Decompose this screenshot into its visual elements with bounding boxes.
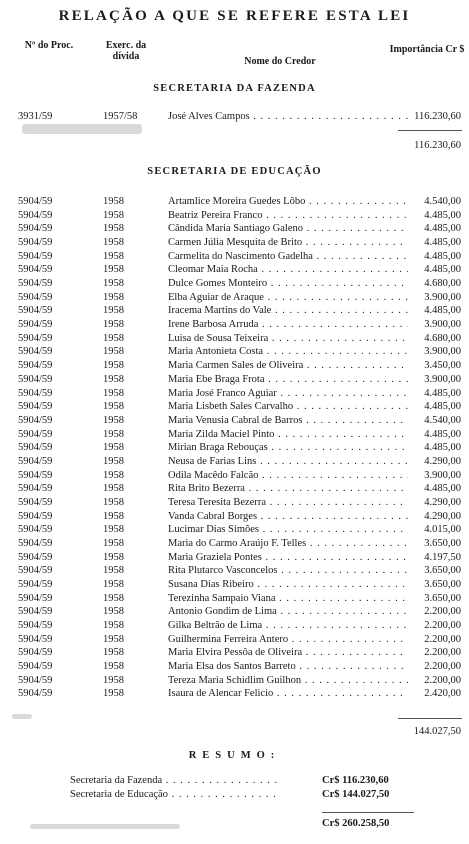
exercise-year: 1957/58 bbox=[103, 111, 138, 122]
proc-number: 5904/59 bbox=[18, 401, 53, 413]
table-row bbox=[0, 209, 469, 222]
section-educacao-heading: SECRETARIA DE EDUCAÇÃO bbox=[147, 166, 322, 177]
table-row bbox=[0, 332, 469, 345]
creditor-name: Tereza Maria Schidlim Guilhon . . . bbox=[168, 674, 408, 687]
table-row bbox=[0, 455, 469, 468]
creditor-name: Maria Venusia Cabral de Barros . . . bbox=[168, 414, 408, 427]
creditor-name: Luisa de Sousa Teixeira . . . bbox=[168, 332, 408, 345]
table-row bbox=[0, 345, 469, 358]
proc-number: 5904/59 bbox=[18, 442, 53, 454]
table-row bbox=[0, 633, 469, 646]
proc-number: 5904/59 bbox=[18, 524, 53, 536]
exercise-year: 1958 bbox=[103, 633, 124, 645]
exercise-year: 1958 bbox=[103, 592, 124, 604]
resumo-label-fazenda: Secretaria da Fazenda . . . bbox=[70, 775, 280, 786]
exercise-year: 1958 bbox=[103, 346, 124, 358]
creditor-name: Maria Graziela Pontes . . . bbox=[168, 551, 408, 564]
creditor-name: Irene Barbosa Arruda . . . bbox=[168, 318, 408, 331]
exercise-year: 1958 bbox=[103, 661, 124, 673]
amount: 3.900,00 bbox=[424, 319, 461, 331]
proc-number: 5904/59 bbox=[18, 510, 53, 522]
table-row bbox=[0, 646, 469, 659]
exercise-year: 1958 bbox=[103, 688, 124, 700]
ink-smudge bbox=[22, 124, 142, 134]
proc-number: 5904/59 bbox=[18, 305, 53, 317]
table-row bbox=[0, 619, 469, 632]
proc-number: 5904/59 bbox=[18, 688, 53, 700]
table-row bbox=[0, 551, 469, 564]
creditor-name: Beatriz Pereira Franco . . . bbox=[168, 209, 408, 222]
table-row bbox=[0, 482, 469, 495]
proc-number: 5904/59 bbox=[18, 319, 53, 331]
amount: 4.680,00 bbox=[424, 332, 461, 344]
exercise-year: 1958 bbox=[103, 606, 124, 618]
exercise-year: 1958 bbox=[103, 496, 124, 508]
exercise-year: 1958 bbox=[103, 414, 124, 426]
subtotal-rule-fazenda bbox=[398, 130, 462, 131]
proc-number: 5904/59 bbox=[18, 387, 53, 399]
amount: 4.540,00 bbox=[424, 414, 461, 426]
table-row bbox=[0, 605, 469, 618]
table-row bbox=[0, 441, 469, 454]
proc-number: 5904/59 bbox=[18, 620, 53, 632]
proc-number: 5904/59 bbox=[18, 428, 53, 440]
proc-number: 5904/59 bbox=[18, 538, 53, 549]
table-row bbox=[0, 564, 469, 577]
exercise-year: 1958 bbox=[103, 483, 124, 495]
proc-number: 5904/59 bbox=[18, 196, 53, 207]
amount: 4.290,00 bbox=[424, 455, 461, 467]
exercise-year: 1958 bbox=[103, 579, 124, 591]
document-title: RELAÇÃO A QUE SE REFERE ESTA LEI bbox=[58, 8, 411, 24]
creditor-name: Maria Lisbeth Sales Carvalho . . . bbox=[168, 400, 408, 413]
exercise-year: 1958 bbox=[103, 538, 124, 549]
amount: 4.485,00 bbox=[424, 209, 461, 221]
proc-number: 5904/59 bbox=[18, 674, 53, 686]
table-row bbox=[0, 537, 469, 550]
proc-number: 5904/59 bbox=[18, 592, 53, 604]
exercise-year: 1958 bbox=[103, 332, 124, 344]
creditor-name: Susana Dias Ribeiro . . . bbox=[168, 578, 408, 591]
amount: 3.450,00 bbox=[424, 360, 461, 372]
resumo-value-fazenda: Cr$ 116.230,60 bbox=[322, 775, 389, 786]
creditor-name: Iracema Martins do Vale . . . bbox=[168, 304, 408, 317]
resumo-value-educacao: Cr$ 144.027,50 bbox=[322, 789, 390, 800]
creditor-name: Neusa de Farias Lins . . . bbox=[168, 455, 408, 468]
proc-number: 5904/59 bbox=[18, 223, 53, 235]
amount: 4.540,00 bbox=[424, 196, 461, 207]
table-row bbox=[0, 660, 469, 673]
proc-number: 5904/59 bbox=[18, 250, 53, 262]
proc-number: 5904/59 bbox=[18, 209, 53, 221]
table-row bbox=[0, 250, 469, 263]
creditor-name: Dulce Gomes Monteiro . . . bbox=[168, 277, 408, 290]
creditor-name: Teresa Teresita Bezerra . . . bbox=[168, 496, 408, 509]
creditor-name: Gilka Beltrão de Lima . . . bbox=[168, 619, 408, 632]
amount: 2.200,00 bbox=[424, 647, 461, 659]
table-row bbox=[0, 263, 469, 276]
creditor-name: Mirian Braga Rebouças . . . bbox=[168, 441, 408, 454]
proc-number: 5904/59 bbox=[18, 633, 53, 645]
table-row bbox=[0, 318, 469, 331]
proc-number: 5904/59 bbox=[18, 373, 53, 385]
table-row bbox=[0, 387, 469, 400]
creditor-name: Maria Elsa dos Santos Barreto . . . bbox=[168, 660, 408, 673]
creditor-name: José Alves Campos . . . bbox=[168, 110, 408, 123]
proc-number: 5904/59 bbox=[18, 360, 53, 372]
total-rule bbox=[322, 812, 414, 813]
amount: 4.485,00 bbox=[424, 401, 461, 413]
exercise-year: 1958 bbox=[103, 442, 124, 454]
exercise-year: 1958 bbox=[103, 278, 124, 290]
header-importancia: Importância Cr $ bbox=[389, 44, 465, 55]
amount: 4.485,00 bbox=[424, 305, 461, 317]
amount: 2.200,00 bbox=[424, 606, 461, 618]
creditor-name: Cândida Maria Santiago Galeno . . . bbox=[168, 222, 408, 235]
creditor-name: Maria Zilda Maciel Pinto . . . bbox=[168, 428, 408, 441]
exercise-year: 1958 bbox=[103, 565, 124, 577]
proc-number: 5904/59 bbox=[18, 496, 53, 508]
amount: 4.197,50 bbox=[424, 551, 461, 563]
header-nome: Nome do Credor bbox=[244, 56, 316, 67]
subtotal-educacao: 144.027,50 bbox=[413, 726, 461, 737]
amount: 3.900,00 bbox=[424, 346, 461, 358]
exercise-year: 1958 bbox=[103, 510, 124, 522]
resumo-label-educacao: Secretaria de Educação . . . bbox=[70, 789, 280, 800]
exercise-year: 1958 bbox=[103, 373, 124, 385]
proc-number: 5904/59 bbox=[18, 237, 53, 249]
creditor-name: Carmen Júlia Mesquita de Brito . . . bbox=[168, 236, 408, 249]
creditor-name: Elba Aguiar de Araque . . . bbox=[168, 291, 408, 304]
amount: 3.900,00 bbox=[424, 291, 461, 303]
amount: 4.485,00 bbox=[424, 387, 461, 399]
table-row bbox=[0, 195, 469, 208]
subtotal-fazenda: 116.230,60 bbox=[414, 140, 461, 151]
subtotal-rule-educacao bbox=[398, 718, 462, 719]
table-row bbox=[0, 469, 469, 482]
table-row bbox=[0, 414, 469, 427]
exercise-year: 1958 bbox=[103, 250, 124, 262]
creditor-name: Maria Ebe Braga Frota . . . bbox=[168, 373, 408, 386]
table-row bbox=[0, 523, 469, 536]
amount: 4.485,00 bbox=[424, 264, 461, 276]
proc-number: 5904/59 bbox=[18, 332, 53, 344]
proc-number: 5904/59 bbox=[18, 579, 53, 591]
amount: 2.420,00 bbox=[424, 688, 461, 700]
exercise-year: 1958 bbox=[103, 647, 124, 659]
exercise-year: 1958 bbox=[103, 524, 124, 536]
amount: 2.200,00 bbox=[424, 633, 461, 645]
amount: 2.200,00 bbox=[424, 674, 461, 686]
proc-number: 5904/59 bbox=[18, 551, 53, 563]
resumo-total: Cr$ 260.258,50 bbox=[322, 818, 390, 829]
ink-smudge bbox=[12, 714, 32, 719]
amount: 4.485,00 bbox=[424, 442, 461, 454]
creditor-name: Rita Plutarco Vasconcelos . . . bbox=[168, 564, 408, 577]
exercise-year: 1958 bbox=[103, 401, 124, 413]
creditor-name: Maria Carmen Sales de Oliveira . . . bbox=[168, 359, 408, 372]
exercise-year: 1958 bbox=[103, 469, 124, 481]
table-row bbox=[0, 592, 469, 605]
table-row bbox=[0, 674, 469, 687]
amount: 3.650,00 bbox=[424, 538, 461, 549]
proc-number: 5904/59 bbox=[18, 278, 53, 290]
exercise-year: 1958 bbox=[103, 237, 124, 249]
creditor-name: Artamlice Moreira Guedes Lôbo . . . bbox=[168, 195, 408, 208]
exercise-year: 1958 bbox=[103, 291, 124, 303]
amount: 4.485,00 bbox=[424, 483, 461, 495]
amount: 4.015,00 bbox=[424, 524, 461, 536]
exercise-year: 1958 bbox=[103, 223, 124, 235]
table-row bbox=[0, 496, 469, 509]
amount: 4.485,00 bbox=[424, 428, 461, 440]
proc-number: 5904/59 bbox=[18, 264, 53, 276]
amount: 3.650,00 bbox=[424, 565, 461, 577]
table-row bbox=[0, 359, 469, 372]
proc-number: 5904/59 bbox=[18, 647, 53, 659]
creditor-name: Terezinha Sampaio Viana . . . bbox=[168, 592, 408, 605]
table-row bbox=[0, 222, 469, 235]
exercise-year: 1958 bbox=[103, 264, 124, 276]
resumo-heading: RESUMO: bbox=[188, 750, 281, 761]
exercise-year: 1958 bbox=[103, 551, 124, 563]
exercise-year: 1958 bbox=[103, 360, 124, 372]
table-row bbox=[0, 277, 469, 290]
amount: 3.900,00 bbox=[424, 469, 461, 481]
table-row bbox=[0, 428, 469, 441]
exercise-year: 1958 bbox=[103, 305, 124, 317]
proc-number: 5904/59 bbox=[18, 455, 53, 467]
amount: 116.230,60 bbox=[414, 111, 461, 122]
creditor-name: Isaura de Alencar Felicio . . . bbox=[168, 687, 408, 700]
creditor-name: Rita Brito Bezerra . . . bbox=[168, 482, 408, 495]
amount: 2.200,00 bbox=[424, 661, 461, 673]
amount: 4.290,00 bbox=[424, 510, 461, 522]
exercise-year: 1958 bbox=[103, 387, 124, 399]
creditor-name: Cleomar Maia Rocha . . . bbox=[168, 263, 408, 276]
header-exerc: Exerc. da dívida bbox=[105, 40, 147, 62]
amount: 4.680,00 bbox=[424, 278, 461, 290]
creditor-name: Antonio Gondim de Lima . . . bbox=[168, 605, 408, 618]
exercise-year: 1958 bbox=[103, 620, 124, 632]
section-fazenda-heading: SECRETARIA DA FAZENDA bbox=[153, 83, 316, 94]
exercise-year: 1958 bbox=[103, 209, 124, 221]
creditor-name: Maria do Carmo Araújo F. Telles . . . bbox=[168, 537, 408, 550]
exercise-year: 1958 bbox=[103, 428, 124, 440]
exercise-year: 1958 bbox=[103, 196, 124, 207]
amount: 3.650,00 bbox=[424, 579, 461, 591]
creditor-name: Odila Macêdo Falcão . . . bbox=[168, 469, 408, 482]
exercise-year: 1958 bbox=[103, 674, 124, 686]
proc-number: 5904/59 bbox=[18, 291, 53, 303]
table-row bbox=[0, 400, 469, 413]
exercise-year: 1958 bbox=[103, 455, 124, 467]
creditor-name: Maria Antonieta Costa . . . bbox=[168, 345, 408, 358]
exercise-year: 1958 bbox=[103, 319, 124, 331]
proc-number: 5904/59 bbox=[18, 483, 53, 495]
proc-number: 5904/59 bbox=[18, 565, 53, 577]
creditor-name: Vanda Cabral Borges . . . bbox=[168, 510, 408, 523]
table-row bbox=[0, 110, 469, 123]
table-row bbox=[0, 510, 469, 523]
table-row bbox=[0, 291, 469, 304]
proc-number: 5904/59 bbox=[18, 469, 53, 481]
ink-smudge bbox=[30, 824, 180, 829]
amount: 3.650,00 bbox=[424, 592, 461, 604]
proc-number: 5904/59 bbox=[18, 606, 53, 618]
proc-number: 5904/59 bbox=[18, 661, 53, 673]
creditor-name: Lucimar Dias Simões . . . bbox=[168, 523, 408, 536]
table-row bbox=[0, 304, 469, 317]
table-row bbox=[0, 236, 469, 249]
header-proc: Nº do Proc. bbox=[24, 40, 74, 51]
amount: 3.900,00 bbox=[424, 373, 461, 385]
proc-number: 3931/59 bbox=[18, 111, 53, 122]
amount: 4.485,00 bbox=[424, 250, 461, 262]
creditor-name: Maria Elvira Pessôa de Oliveira . . . bbox=[168, 646, 408, 659]
creditor-name: Guilhermina Ferreira Antero . . . bbox=[168, 633, 408, 646]
creditor-name: Maria José Franco Aguiar . . . bbox=[168, 387, 408, 400]
amount: 4.485,00 bbox=[424, 223, 461, 235]
creditor-name: Carmelita do Nascimento Gadelha . . . bbox=[168, 250, 408, 263]
amount: 4.485,00 bbox=[424, 237, 461, 249]
amount: 2.200,00 bbox=[424, 620, 461, 632]
table-row bbox=[0, 687, 469, 700]
proc-number: 5904/59 bbox=[18, 414, 53, 426]
amount: 4.290,00 bbox=[424, 496, 461, 508]
proc-number: 5904/59 bbox=[18, 346, 53, 358]
table-row bbox=[0, 578, 469, 591]
table-row bbox=[0, 373, 469, 386]
